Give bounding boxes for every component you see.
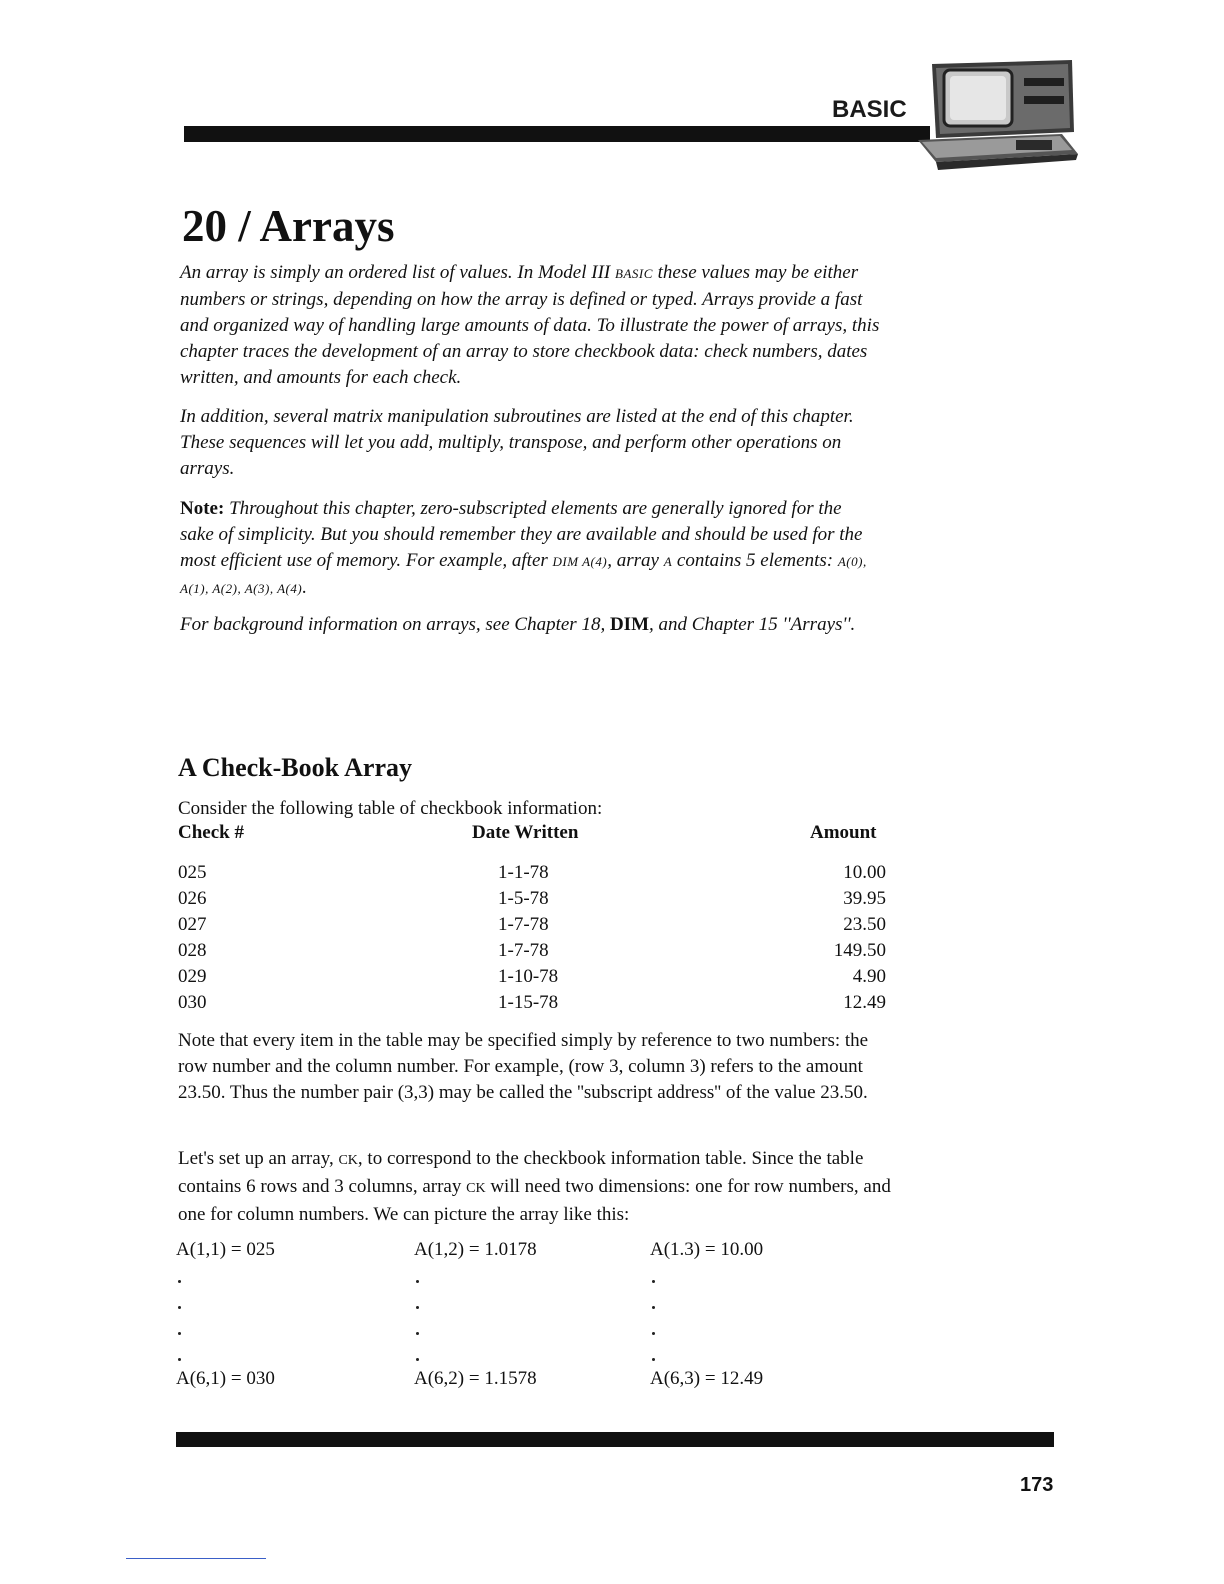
reference-paragraph: For background information on arrays, see Chapter 18, DIM, and Chapter 15 ''Arrays''. — [180, 614, 856, 635]
running-header: BASIC — [832, 96, 907, 123]
table-row: 029 1-10-78 4.90 — [178, 966, 886, 987]
column-header-check: Check # — [178, 822, 244, 843]
page-number: 173 — [1020, 1474, 1054, 1496]
intro-paragraph: In addition, several matrix manipulation subroutines are listed at the end of this chapter. These sequences will let you add, multiply, transpose, and perform other operations on arrays. — [180, 406, 854, 479]
column-header-amount: Amount — [810, 822, 877, 843]
table-row: 030 1-15-78 12.49 — [178, 992, 886, 1013]
table-row: 025 1-1-78 10.00 — [178, 862, 886, 883]
header-rule — [184, 126, 930, 142]
dim-keyword: DIM — [609, 614, 650, 635]
chapter-title: 20 / Arrays — [182, 201, 395, 251]
table-row: 028 1-7-78 149.50 — [178, 940, 886, 961]
array-row-last: A(6,1) = 030 A(6,2) = 1.1578 A(6,3) = 12.49 — [176, 1368, 764, 1389]
computer-illustration — [912, 58, 1080, 178]
table-row: 026 1-5-78 39.95 — [178, 888, 886, 909]
note-label: Note: — [180, 498, 225, 519]
note-paragraph: Note: Throughout this chapter, zero-subscripted elements are generally ignored for the sake of simplicity. But you should remember they are available and should be used for the most efficient use of memory. For example, after DIM A(4), array A contains 5 elements: A(0), A(1), A(2), A(3), A(4). — [180, 498, 867, 598]
table-lead: Consider the following table of checkbook information: — [178, 798, 603, 819]
section-title: A Check-Book Array — [178, 753, 412, 782]
footer-rule — [176, 1432, 1054, 1447]
column-header-date: Date Written — [472, 822, 579, 843]
table-row: 027 1-7-78 23.50 — [178, 914, 886, 935]
body-paragraph: Note that every item in the table may be specified simply by reference to two numbers: the row number and the column number. For example, (row 3, column 3) refers to the amount 23.50. Thus the number pair (3,3) may be called the ''subscript address'' of the value 23.50. — [178, 1030, 869, 1103]
intro-paragraph: An array is simply an ordered list of values. In Model III BASIC these values may be either numbers or strings, depending on how the array is defined or typed. Arrays provide a fast and organized way of handling large amounts of data. To illustrate the power of arrays, this chapter traces the development of an array to store checkbook data: check numbers, dates written, and amounts for each check. — [180, 262, 880, 388]
array-row-first: A(1,1) = 025 A(1,2) = 1.0178 A(1.3) = 10.00 — [176, 1239, 764, 1260]
scan-edge-line — [126, 1558, 266, 1559]
body-paragraph: Let's set up an array, CK, to correspond to the checkbook information table. Since the table contains 6 rows and 3 columns, array CK will need two dimensions: one for row numbers, and one for column numbers. We can picture the array like this: — [178, 1148, 891, 1225]
